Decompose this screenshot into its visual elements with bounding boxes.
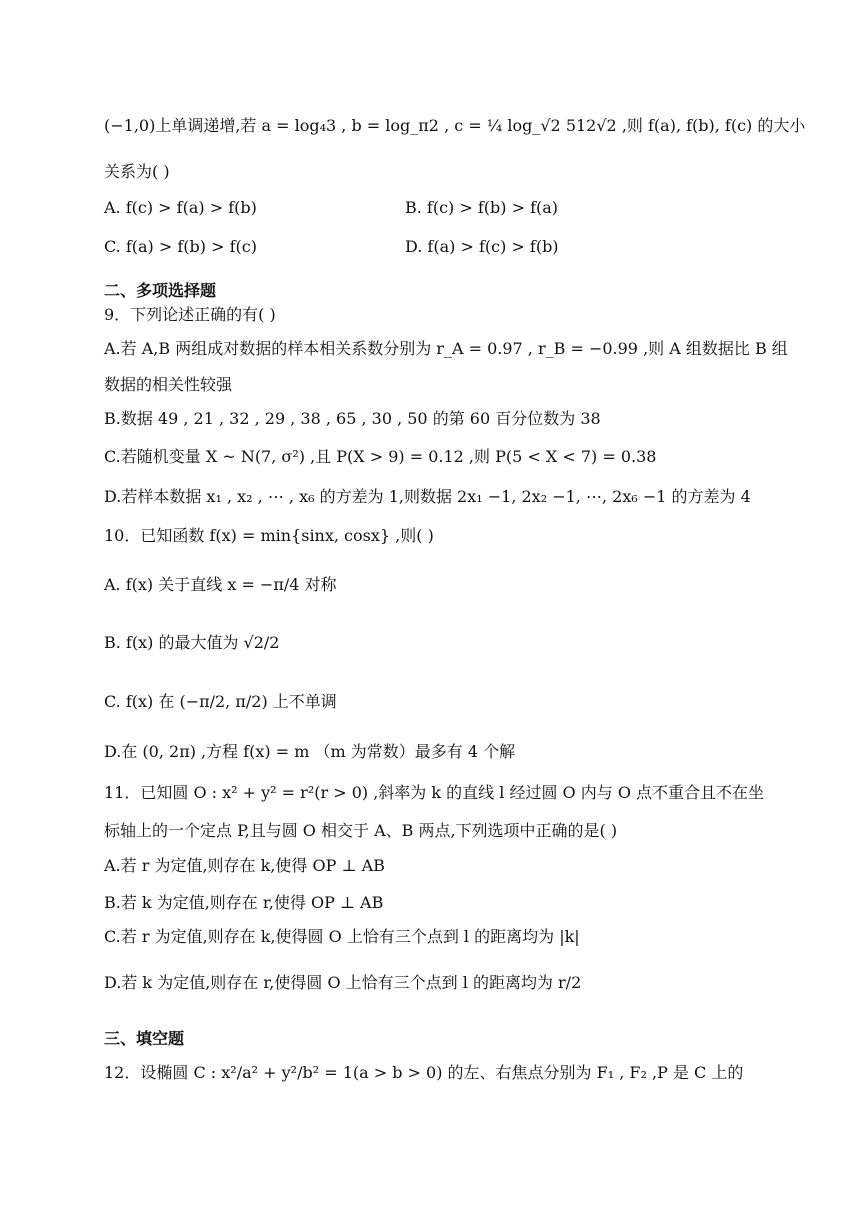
section-heading-multiple-choice: 二、多项选择题 bbox=[104, 281, 217, 300]
q8-option-a: A. f(c) > f(a) > f(b) bbox=[104, 198, 257, 217]
q8-stem-line2: 关系为( ) bbox=[104, 162, 170, 181]
q11-option-b: B.若 k 为定值,则存在 r,使得 OP ⊥ AB bbox=[104, 893, 384, 912]
q9-option-a-line1: A.若 A,B 两组成对数据的样本相关系数分别为 r_A = 0.97 , r_B = −0.99 ,则 A 组数据比 B 组 bbox=[104, 339, 788, 358]
q10-stem: 10．已知函数 f(x) = min{sinx, cosx} ,则( ) bbox=[104, 526, 434, 545]
q8-option-c: C. f(a) > f(b) > f(c) bbox=[104, 237, 257, 256]
q12-stem: 12．设椭圆 C : x²/a² + y²/b² = 1(a > b > 0) 的左、右焦点分别为 F₁ , F₂ ,P 是 C 上的 bbox=[104, 1063, 744, 1082]
q11-option-a: A.若 r 为定值,则存在 k,使得 OP ⊥ AB bbox=[104, 856, 385, 875]
q11-stem-line1: 11．已知圆 O : x² + y² = r²(r > 0) ,斜率为 k 的直线 l 经过圆 O 内与 O 点不重合且不在坐 bbox=[104, 783, 765, 802]
q9-option-c: C.若随机变量 X ~ N(7, σ²) ,且 P(X > 9) = 0.12 ,则 P(5 < X < 7) = 0.38 bbox=[104, 447, 657, 466]
q8-stem-line1: (−1,0)上单调递增,若 a = log₄3 , b = log_π2 , c = ¼ log_√2 512√2 ,则 f(a), f(b), f(c) 的大小 bbox=[104, 116, 806, 135]
q11-stem-line2: 标轴上的一个定点 P,且与圆 O 相交于 A、B 两点,下列选项中正确的是( ) bbox=[104, 821, 618, 840]
section-heading-fill-in: 三、填空题 bbox=[104, 1029, 185, 1048]
q8-option-b: B. f(c) > f(b) > f(a) bbox=[405, 198, 559, 217]
q9-option-d: D.若样本数据 x₁ , x₂ , ⋯ , x₆ 的方差为 1,则数据 2x₁ −1, 2x₂ −1, ⋯, 2x₆ −1 的方差为 4 bbox=[104, 487, 751, 506]
q9-option-a-line2: 数据的相关性较强 bbox=[104, 375, 233, 394]
q10-option-c: C. f(x) 在 (−π/2, π/2) 上不单调 bbox=[104, 692, 337, 711]
q9-stem: 9．下列论述正确的有( ) bbox=[104, 305, 276, 324]
q10-option-d: D.在 (0, 2π) ,方程 f(x) = m （m 为常数）最多有 4 个解 bbox=[104, 742, 516, 761]
q11-option-c: C.若 r 为定值,则存在 k,使得圆 O 上恰有三个点到 l 的距离均为 |k| bbox=[104, 927, 580, 946]
q11-option-d: D.若 k 为定值,则存在 r,使得圆 O 上恰有三个点到 l 的距离均为 r/2 bbox=[104, 973, 582, 992]
q9-option-b: B.数据 49 , 21 , 32 , 29 , 38 , 65 , 30 , 50 的第 60 百分位数为 38 bbox=[104, 409, 601, 428]
q8-option-d: D. f(a) > f(c) > f(b) bbox=[405, 237, 559, 256]
q10-option-b: B. f(x) 的最大值为 √2/2 bbox=[104, 633, 280, 652]
q10-option-a: A. f(x) 关于直线 x = −π/4 对称 bbox=[104, 575, 337, 594]
